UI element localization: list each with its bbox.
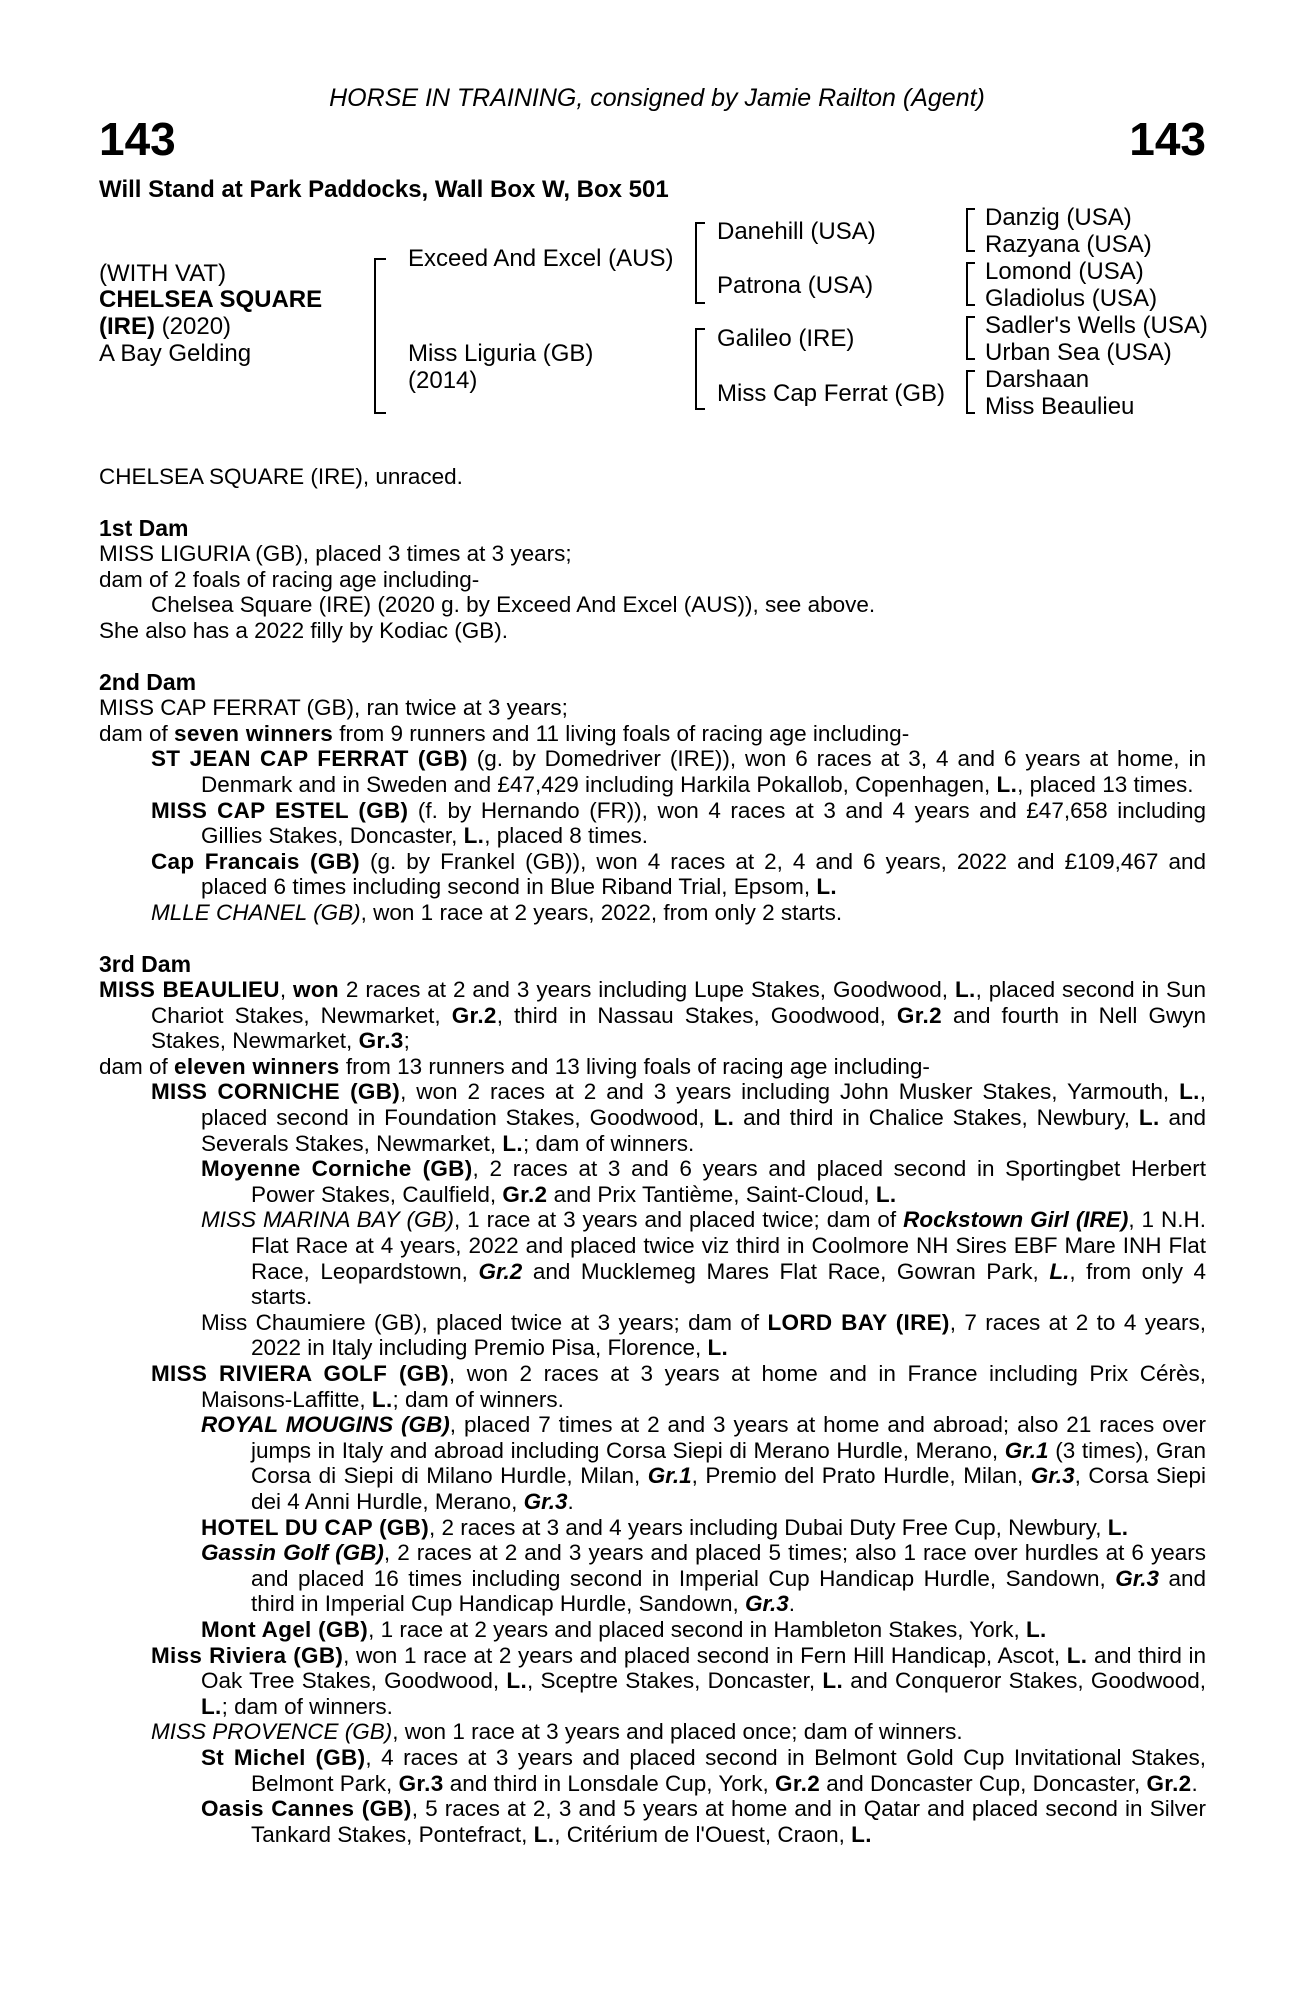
stand-info: Will Stand at Park Paddocks, Wall Box W, Box 501: [99, 176, 669, 203]
produce-miss-riviera: [99, 1643, 1206, 1720]
vat-label: (WITH VAT): [99, 260, 227, 287]
horse-name-suffix: [99, 313, 231, 340]
t: , 5 races at 2, 3 and 5 years at home and in Qatar and placed second in Silver Tankard Stakes, Pontefract,: [251, 1796, 1206, 1847]
t: , placed second in Sun Chariot Stakes, Newmarket,: [151, 977, 1206, 1028]
t: L.: [1066, 1642, 1088, 1668]
gen3-8: Miss Beaulieu: [985, 393, 1135, 420]
t: ;: [403, 1028, 410, 1054]
produce-oasis-cannes: [99, 1796, 1206, 1847]
t: ,: [279, 977, 294, 1003]
t: , won 2 races at 3 years at home and in France including Prix Cérès, Maisons-Laffitte,: [201, 1361, 1206, 1412]
t: L.: [996, 771, 1018, 797]
t: Gr.2: [775, 1770, 821, 1796]
gen3-5: Sadler's Wells (USA): [985, 312, 1208, 339]
t: Gr.3: [1030, 1463, 1075, 1489]
gen3-3: Lomond (USA): [985, 258, 1144, 285]
t: , Premio del Prato Hurdle, Milan,: [691, 1463, 1031, 1489]
t: , Sceptre Stakes, Doncaster,: [527, 1668, 823, 1694]
t: , from only 4 starts.: [251, 1258, 1207, 1310]
t: L.: [822, 1668, 844, 1694]
t: from 13 runners and 13 living foals of racing age including-: [339, 1053, 930, 1079]
t: , 2 races at 2 and 3 years and placed 5 times; also 1 race over hurdles at 6 years and placed 16 times including second in Imperial Cup Handicap Hurdle, Sandown,: [251, 1540, 1206, 1591]
lot-number-right: 143: [1129, 113, 1206, 165]
t: Cap Francais (GB): [151, 848, 360, 874]
t: MISS CORNICHE (GB): [151, 1079, 401, 1105]
t: .: [1191, 1770, 1198, 1796]
t: L.: [713, 1105, 735, 1131]
t: and third in Lonsdale Cup, York,: [443, 1770, 776, 1796]
t: Gr.1: [1004, 1437, 1049, 1463]
t: , placed 7 times at 2 and 3 years at home and abroad; also 21 races over jumps in Italy and abroad including Corsa Siepi di Merano Hurdle, Merano,: [251, 1412, 1206, 1463]
t: , won 1 race at 3 years and placed once; dam of winners.: [392, 1719, 963, 1745]
t: Gr.3: [745, 1591, 789, 1617]
first-dam-line: MISS LIGURIA (GB), placed 3 times at 3 years;: [99, 541, 572, 567]
t: Mont Agel (GB): [201, 1616, 369, 1642]
t: Rockstown Girl (IRE): [903, 1207, 1129, 1233]
brace-g3: [966, 316, 975, 360]
third-dam-record: [99, 977, 1206, 1054]
t: , 2 races at 3 and 6 years and placed second in Sportingbet Herbert Power Stakes, Caulfield,: [251, 1156, 1206, 1207]
t: Moyenne Corniche (GB): [201, 1156, 473, 1182]
dam-sire: Galileo (IRE): [717, 325, 855, 352]
t: L.: [1049, 1258, 1070, 1284]
gen3-7: Darshaan: [985, 366, 1090, 393]
t: Gr.2: [1146, 1770, 1192, 1796]
t: ; dam of winners.: [522, 1130, 695, 1156]
t: seven winners: [174, 720, 334, 746]
t: L.: [1107, 1514, 1129, 1540]
produce-st-michel: [99, 1745, 1206, 1796]
t: MISS PROVENCE (GB): [151, 1719, 393, 1745]
t: Gassin Golf (GB): [201, 1540, 384, 1566]
t: MISS CAP ESTEL (GB): [151, 797, 409, 823]
produce-moyenne-corniche: [99, 1156, 1206, 1207]
t: MISS RIVIERA GOLF (GB): [151, 1361, 449, 1386]
produce-gassin-golf: [99, 1540, 1206, 1617]
t: L.: [955, 977, 976, 1003]
t: HOTEL DU CAP (GB): [201, 1514, 430, 1540]
t: L.: [816, 874, 837, 900]
t: Gr.3: [523, 1488, 568, 1514]
t: , 1 race at 3 years and placed twice; dam of: [453, 1207, 904, 1233]
t: , won 2 races at 2 and 3 years including John Musker Stakes, Yarmouth,: [400, 1079, 1180, 1105]
t: L.: [1026, 1616, 1047, 1642]
t: MISS BEAULIEU: [99, 977, 280, 1003]
t: , won 1 race at 2 years and placed second in Fern Hill Handicap, Ascot,: [343, 1642, 1067, 1668]
horse-description: A Bay Gelding: [99, 340, 252, 367]
t: , 4 races at 3 years and placed second in Belmont Gold Cup Invitational Stakes, Belmont Park,: [251, 1744, 1206, 1796]
t: , Critérium de l'Ouest, Craon,: [554, 1821, 852, 1847]
second-dam-heading: 2nd Dam: [99, 668, 197, 695]
catalogue-body: [99, 464, 1206, 1847]
sire: Exceed And Excel (AUS): [408, 245, 674, 272]
brace-g1: [966, 208, 975, 252]
second-dam-line: MISS CAP FERRAT (GB), ran twice at 3 years;: [99, 695, 568, 721]
produce-cap-francais: [99, 849, 1206, 900]
t: and Mucklemeg Mares Flat Race, Gowran Park,: [522, 1258, 1050, 1284]
t: 2 races at 2 and 3 years including Lupe Stakes, Goodwood,: [338, 977, 955, 1003]
lot-number-left: 143: [99, 113, 176, 165]
t: L.: [502, 1130, 523, 1156]
produce-mont-agel: [99, 1617, 1206, 1643]
t: Miss Chaumiere (GB), placed twice at 3 years; dam of: [201, 1309, 768, 1335]
t: (f. by Hernando (FR)), won 4 races at 3 and 4 years and £47,658 including Gillies Stakes, Doncaster,: [201, 797, 1207, 849]
t: , placed second in Foundation Stakes, Goodwood,: [201, 1079, 1206, 1131]
gen3-4: Gladiolus (USA): [985, 285, 1158, 312]
t: , 2 races at 3 and 4 years including Dubai Duty Free Cup, Newbury,: [429, 1514, 1108, 1540]
t: (3 times), Gran Corsa di Siepi di Milano Hurdle, Milan,: [251, 1437, 1206, 1489]
t: Gr.2: [896, 1002, 942, 1028]
produce-st-jean-cap-ferrat: [99, 746, 1206, 797]
t: , 1 N.H. Flat Race at 4 years, 2022 and placed twice viz third in Coolmore NH Sires EBF Mare INH Flat Race, Leopardstown,: [251, 1207, 1206, 1284]
t: ST JEAN CAP FERRAT (GB): [151, 746, 468, 772]
t: and fourth in Nell Gwyn Stakes, Newmarket,: [151, 1002, 1206, 1054]
horse-year: (2020): [161, 313, 232, 340]
t: L.: [1138, 1105, 1160, 1131]
t: , 7 races at 2 to 4 years, 2022 in Italy including Premio Pisa, Florence,: [251, 1309, 1206, 1361]
produce-mlle-chanel: [99, 900, 1206, 926]
produce-miss-chaumiere: [99, 1310, 1206, 1361]
t: and Doncaster Cup, Doncaster,: [820, 1770, 1147, 1796]
t: St Michel (GB): [201, 1744, 366, 1770]
t: L.: [463, 823, 485, 849]
brace-g4: [966, 370, 975, 414]
t: won: [293, 977, 339, 1003]
produce-miss-corniche: [99, 1079, 1206, 1156]
gen3-1: Danzig (USA): [985, 204, 1132, 231]
brace-sire: [695, 222, 705, 304]
t: L.: [875, 1181, 897, 1207]
t: and third in Chalice Stakes, Newbury,: [734, 1105, 1139, 1131]
brace-gen1: [374, 258, 386, 414]
t: L.: [201, 1693, 222, 1719]
first-dam-foals: dam of 2 foals of racing age including-: [99, 566, 480, 592]
t: .: [788, 1591, 796, 1617]
dam-dam: Miss Cap Ferrat (GB): [717, 380, 946, 407]
second-dam-foals: [99, 721, 1206, 747]
t: Gr.1: [647, 1463, 692, 1489]
t: and Conqueror Stakes, Goodwood,: [843, 1668, 1206, 1694]
t: ; dam of winners.: [392, 1386, 564, 1412]
produce-hotel-du-cap: [99, 1515, 1206, 1541]
brace-g2: [966, 262, 975, 306]
t: Gr.2: [478, 1258, 523, 1284]
dam-year: (2014): [408, 367, 478, 394]
first-dam-produce: Chelsea Square (IRE) (2020 g. by Exceed And Excel (AUS)), see above.: [151, 592, 876, 618]
third-dam-foals: [99, 1054, 1206, 1080]
t: Oasis Cannes (GB): [201, 1796, 412, 1822]
gen3-6: Urban Sea (USA): [985, 339, 1172, 366]
t: dam of: [99, 720, 175, 746]
t: L.: [371, 1386, 393, 1412]
sire-dam: Patrona (USA): [717, 272, 874, 299]
horse-country: (IRE): [99, 313, 155, 340]
sire-sire: Danehill (USA): [717, 218, 876, 245]
t: , won 1 race at 2 years, 2022, from only 2 starts.: [360, 899, 843, 925]
t: Miss Riviera (GB): [151, 1642, 344, 1668]
t: L.: [1179, 1079, 1200, 1105]
t: Gr.3: [1115, 1565, 1159, 1591]
t: Gr.2: [451, 1002, 497, 1028]
t: Gr.2: [502, 1181, 548, 1207]
t: L.: [533, 1821, 555, 1847]
t: and third in Oak Tree Stakes, Goodwood,: [201, 1642, 1207, 1694]
t: , placed 13 times.: [1017, 771, 1194, 797]
t: Gr.3: [398, 1770, 444, 1796]
t: L.: [851, 1821, 872, 1847]
t: eleven winners: [174, 1053, 340, 1079]
t: and Prix Tantième, Saint-Cloud,: [547, 1181, 876, 1207]
brace-dam: [695, 328, 705, 410]
t: L.: [506, 1668, 528, 1694]
t: , 1 race at 2 years and placed second in Hambleton Stakes, York,: [368, 1616, 1026, 1642]
t: and Severals Stakes, Newmarket,: [201, 1105, 1206, 1156]
t: ROYAL MOUGINS (GB): [201, 1412, 450, 1438]
t: , placed 8 times.: [484, 823, 649, 849]
produce-royal-mougins: [99, 1412, 1206, 1514]
t: L.: [707, 1335, 729, 1361]
first-dam-heading: 1st Dam: [99, 514, 189, 541]
t: .: [567, 1488, 574, 1514]
t: Gr.3: [358, 1028, 404, 1054]
produce-miss-marina-bay: [99, 1207, 1206, 1309]
first-dam-note: She also has a 2022 filly by Kodiac (GB).: [99, 617, 508, 643]
t: (g. by Frankel (GB)), won 4 races at 2, 4 and 6 years, 2022 and £109,467 and placed 6 times including second in Blue Riband Trial, Epsom,: [201, 848, 1206, 900]
dam: Miss Liguria (GB): [408, 340, 594, 367]
t: LORD BAY (IRE): [767, 1309, 950, 1335]
produce-miss-riviera-golf: [99, 1361, 1206, 1412]
third-dam-heading: 3rd Dam: [99, 950, 192, 977]
t: , Corsa Siepi dei 4 Anni Hurdle, Merano,: [251, 1463, 1206, 1514]
t: from 9 runners and 11 living foals of racing age including-: [333, 720, 910, 746]
t: (g. by Domedriver (IRE)), won 6 races at 3, 4 and 6 years at home, in Denmark and in Sweden and £47,429 including Harkila Pokallob, Copenhagen,: [201, 746, 1206, 797]
produce-miss-cap-estel: [99, 798, 1206, 849]
produce-miss-provence: [99, 1719, 1206, 1745]
intro-line: CHELSEA SQUARE (IRE), unraced.: [99, 464, 463, 489]
t: and third in Imperial Cup Handicap Hurdle, Sandown,: [251, 1565, 1207, 1617]
t: MISS MARINA BAY (GB): [201, 1207, 454, 1233]
t: MLLE CHANEL (GB): [151, 899, 361, 925]
horse-name: CHELSEA SQUARE: [99, 286, 323, 313]
t: ; dam of winners.: [221, 1693, 393, 1719]
consignment-line: HORSE IN TRAINING, consigned by Jamie Railton (Agent): [329, 84, 985, 112]
t: dam of: [99, 1053, 175, 1079]
gen3-2: Razyana (USA): [985, 231, 1152, 258]
t: , third in Nassau Stakes, Goodwood,: [496, 1002, 897, 1028]
